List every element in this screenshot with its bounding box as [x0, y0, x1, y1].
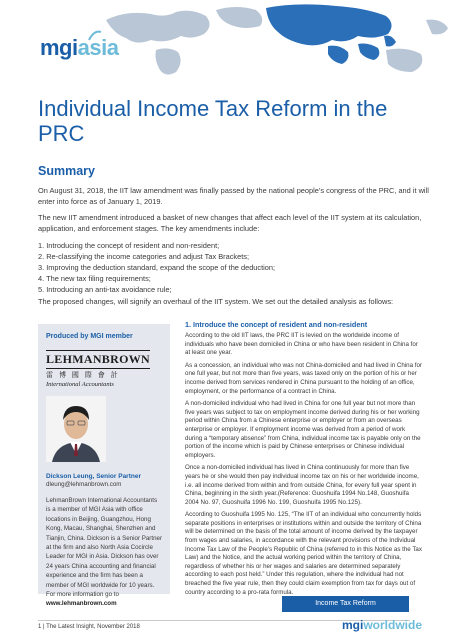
section-paragraph: According to Guoshuifa 1995 No. 125, “The IIT of an individual who concurrently holds separate positions in enterprises or institutions within and outside the territory of China will be determined on the basis of the total amount of income derived by the taxpayer from wages and salaries, in accordance with the relevant provisions of the Individual Income Tax Law of the People’s Republic of China (referred to in this Notice as the Tax Law) and the Notice, and the actual working period within the territory of China, regardless of whether his or her wages and salaries are determined separately according to each post held.” Under this regulation, where the individual had not breached the five year rule, then they could claim exemption from tax for days out of country according to a pro-rata formula. [185, 511, 422, 596]
page-title: Individual Income Tax Reform in the PRC [38, 96, 388, 146]
footer-page-info: 1 | The Latest Insight, November 2018 [38, 624, 140, 630]
world-map-graphic [96, 0, 453, 80]
section-paragraph: As a concession, an individual who was not China-domiciled and had lived in China for one full year, but not more than five years, was taxed only on the portion of his or her income derived from services rendered in China pursuant to the holding of an office, employment, or the performance of a contract in China. [185, 361, 422, 395]
website-link[interactable]: www.lehmanbrown.com [46, 600, 117, 608]
produced-by-label: Produced by MGI member [46, 333, 133, 340]
footer-logo-mgi: mgi [342, 618, 364, 632]
logo-asia-text: asia [77, 35, 119, 60]
summary-paragraph-2: The new IIT amendment introduced a basket of new changes that affect each level of the IIT system at its calculation, application, and enforcement stages. The key amendments include: [38, 213, 422, 233]
list-item: 5. Introducing an anti-tax avoidance rule; [38, 285, 172, 294]
footer-logo-worldwide: worldwide [363, 618, 423, 632]
logo-swoosh-icon [88, 30, 102, 42]
mgi-asia-logo [40, 35, 118, 61]
section-resident-concept [185, 320, 423, 601]
summary-paragraph-1: On August 31, 2018, the IIT law amendment was finally passed by the national people’s congress of the PRC, and it will enter into force as of January 1, 2019. [38, 186, 429, 206]
firm-bio [46, 496, 162, 609]
lehmanbrown-logo [46, 350, 162, 388]
contact-email[interactable]: dleung@lehmanbrown.com [46, 481, 122, 488]
section-paragraph: Once a non-domiciled individual has lived in China continuously for more than five years he or she would then pay individual income tax on his or her worldwide income, i.e. all income derived from within and from outside China, for every full year spent in China, beginning in the sixth year.(Reference: Guoshuifa 1994 No.148, Guoshuifa 2004 No. 97, Guoshuifa 1996 No. 199, Guoshuifa 1995 No.125). [185, 464, 419, 506]
mgi-worldwide-logo [342, 618, 422, 632]
key-amendments-list [38, 240, 433, 295]
lehmanbrown-logo-chinese: 雷 博 國 際 會 計 [46, 372, 120, 379]
lehmanbrown-logo-name: LEHMANBROWN [46, 350, 150, 369]
logo-mgi-text: mgi [40, 35, 78, 60]
lehmanbrown-logo-subtitle: International Accountants [46, 381, 114, 388]
list-item: 4. The new tax filing requirements; [38, 274, 151, 283]
section-tab-banner: Income Tax Reform [282, 596, 409, 612]
section-paragraph: According to the old IIT laws, the PRC IIT is levied on the worldwide income of individuals who have been domiciled in China or who have been resident in China for at least one year. [185, 332, 418, 357]
summary-heading: Summary [38, 164, 95, 178]
member-sidebar [38, 324, 170, 608]
section-paragraph: A non-domiciled individual who had lived in China for one full year but not more than five years was subject to tax on employment income derived during his or her working period within China from a Chinese enterprise or employer or from an overseas enterprise or employer. If employment income was derived from a period of work during a “temporary absence” from China, individual income tax is payable only on the portion of the income which is paid by Chinese enterprises or Chinese individual employers. [185, 400, 421, 459]
summary-paragraph-3: The proposed changes, will signify an overhaul of the IIT system. We set out the detailed analysis as follows: [38, 297, 394, 306]
list-item: 2. Re-classifying the income categories and adjust Tax Brackets; [38, 252, 250, 261]
contact-person-name: Dickson Leung, Senior Partner [46, 473, 141, 480]
section-heading: 1. Introduce the concept of resident and non-resident [185, 320, 368, 329]
portrait-photo [46, 396, 106, 462]
list-item: 3. Improving the deduction standard, expand the scope of the deduction; [38, 263, 276, 272]
firm-bio-text: LehmanBrown International Accountants is a member of MGI Asia with office locations in Beijing, Guangzhou, Hong Kong, Macau, Shanghai, Shenzhen and Tianjin, China. Dickson is a Senior Partner at the firm and also North Asia Cocircle Leader for MGI in Asia. Dickson has over 24 years China accounting and financial experience and the firm has been a member of MGI worldwide for 10 years. For more information go to [46, 497, 163, 599]
list-item: 1. Introducing the concept of resident and non-resident; [38, 241, 220, 250]
